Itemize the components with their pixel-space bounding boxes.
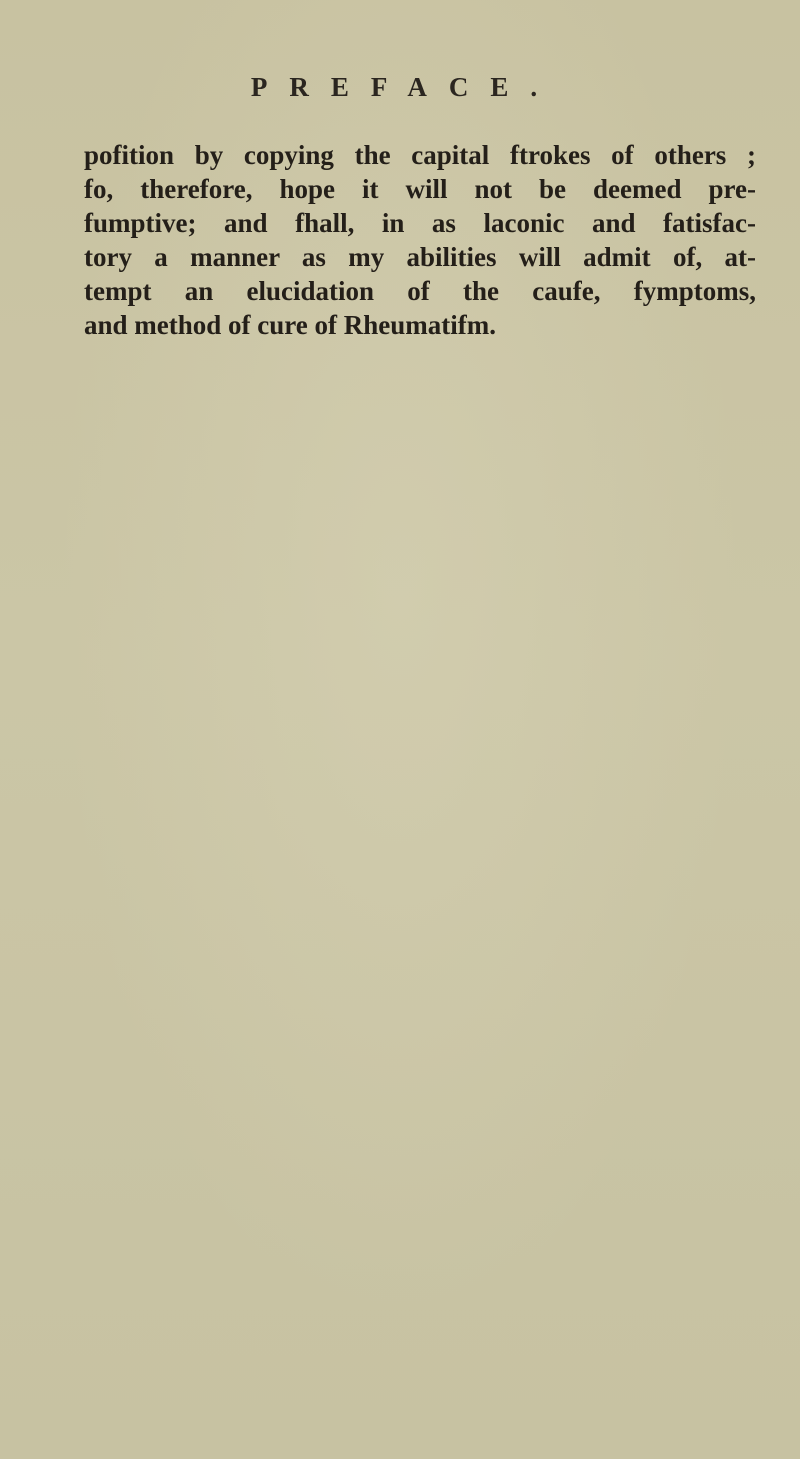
running-head: PREFACE. — [250, 72, 560, 102]
body-paragraph — [84, 138, 756, 342]
text-line: and method of cure of Rheumatifm. — [84, 310, 496, 340]
text-line: fo, therefore, hope it will not be deemed pre- — [84, 174, 756, 204]
text-line: pofition by copying the capital ftrokes of others ; — [84, 140, 756, 170]
text-line: fumptive; and fhall, in as laconic and fatisfac- — [84, 208, 756, 238]
text-line: tory a manner as my abilities will admit of, at- — [84, 242, 756, 272]
text-line: tempt an elucidation of the caufe, fymptoms, — [84, 276, 756, 306]
